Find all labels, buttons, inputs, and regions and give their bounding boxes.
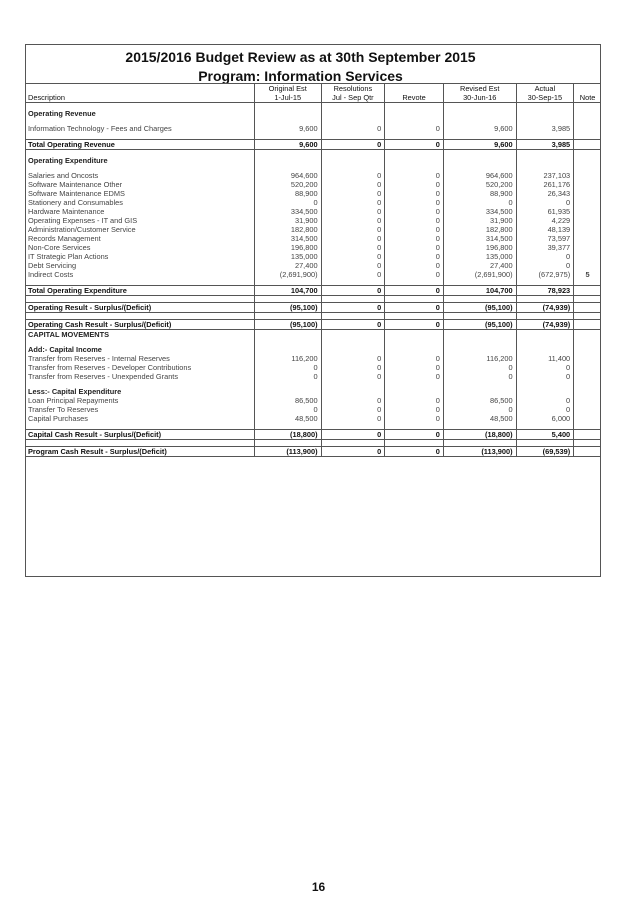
header-description: Description (25, 93, 254, 103)
resolutions-value: 0 (321, 180, 385, 189)
table-cell (321, 330, 385, 340)
actual-value: 3,985 (516, 124, 574, 133)
header-row-1 (25, 84, 601, 94)
note-value (574, 140, 601, 150)
original-estimate-value: 0 (254, 363, 321, 372)
note-value (574, 354, 601, 363)
original-estimate-value: 520,200 (254, 180, 321, 189)
table-row (25, 354, 601, 363)
revised-estimate-value: 0 (443, 372, 516, 381)
revote-value: 0 (385, 363, 444, 372)
revised-estimate-value: (2,691,900) (443, 270, 516, 279)
revised-estimate-value: 196,800 (443, 243, 516, 252)
resolutions-value: 0 (321, 252, 385, 261)
revised-estimate-value: 104,700 (443, 286, 516, 296)
actual-value: 4,229 (516, 216, 574, 225)
table-cell (385, 330, 444, 340)
revised-estimate-value: (113,900) (443, 447, 516, 457)
row-description: Software Maintenance Other (28, 180, 123, 189)
operating-cash-result-row (25, 320, 601, 330)
note-value (574, 243, 601, 252)
revised-estimate-value: 9,600 (443, 124, 516, 133)
table-row (25, 216, 601, 225)
table-cell (516, 345, 574, 354)
revote-value: 0 (385, 270, 444, 279)
revote-value: 0 (385, 180, 444, 189)
actual-value: 61,935 (516, 207, 574, 216)
table-row (25, 270, 601, 279)
spacer-cell (516, 440, 574, 447)
actual-value: 0 (516, 372, 574, 381)
revised-estimate-value: 334,500 (443, 207, 516, 216)
row-description: Total Operating Revenue (25, 140, 254, 150)
table-cell (385, 156, 444, 165)
table-cell (516, 156, 574, 165)
row-description: IT Strategic Plan Actions (28, 252, 109, 261)
actual-value: 261,176 (516, 180, 574, 189)
revote-value: 0 (385, 216, 444, 225)
original-estimate-value: 0 (254, 405, 321, 414)
spacer-cell (516, 313, 574, 320)
row-description: Capital Cash Result - Surplus/(Deficit) (25, 430, 254, 440)
resolutions-value: 0 (321, 286, 385, 296)
original-estimate-value: (95,100) (254, 320, 321, 330)
note-value (574, 396, 601, 405)
row-description: Transfer from Reserves - Developer Contributions (28, 363, 192, 372)
original-estimate-value: (95,100) (254, 303, 321, 313)
row-description: Indirect Costs (28, 270, 74, 279)
row-description: Program Cash Result - Surplus/(Deficit) (25, 447, 254, 457)
table-row (25, 363, 601, 372)
resolutions-value: 0 (321, 447, 385, 457)
table-cell (516, 109, 574, 118)
actual-value: (74,939) (516, 320, 574, 330)
revised-estimate-value: (95,100) (443, 320, 516, 330)
capital-cash-result-row (25, 430, 601, 440)
section-label: Operating Revenue (28, 109, 96, 118)
table-cell (443, 387, 516, 396)
budget-table (25, 83, 601, 457)
spacer-cell (254, 440, 321, 447)
original-estimate-value: (2,691,900) (254, 270, 321, 279)
revised-estimate-value: 9,600 (443, 140, 516, 150)
resolutions-value: 0 (321, 320, 385, 330)
table-cell (385, 109, 444, 118)
row-description: Records Management (28, 234, 101, 243)
resolutions-value: 0 (321, 171, 385, 180)
spacer-cell (321, 313, 385, 320)
section-operating-expenditure (25, 156, 601, 165)
section-label: Add:- Capital Income (28, 345, 102, 354)
total-operating-expenditure-row (25, 286, 601, 296)
resolutions-value: 0 (321, 303, 385, 313)
revised-estimate-value: 88,900 (443, 189, 516, 198)
original-estimate-value: (113,900) (254, 447, 321, 457)
table-row (25, 396, 601, 405)
original-estimate-value: 104,700 (254, 286, 321, 296)
page-number: 16 (311, 880, 326, 894)
table-cell (516, 330, 574, 340)
row-description: Transfer from Reserves - Internal Reserves (28, 354, 170, 363)
note-value (574, 225, 601, 234)
revote-value: 0 (385, 171, 444, 180)
table-cell (321, 345, 385, 354)
original-estimate-value: 9,600 (254, 124, 321, 133)
table-row (25, 180, 601, 189)
row-description: Capital Purchases (28, 414, 88, 423)
original-estimate-value: 182,800 (254, 225, 321, 234)
table-cell (516, 387, 574, 396)
revote-value: 0 (385, 140, 444, 150)
revote-value: 0 (385, 372, 444, 381)
actual-value: 0 (516, 261, 574, 270)
row-description: Software Maintenance EDMS (28, 189, 125, 198)
note-value (574, 303, 601, 313)
original-estimate-value: 964,600 (254, 171, 321, 180)
note-value (574, 372, 601, 381)
row-description: Stationery and Consumables (28, 198, 123, 207)
resolutions-value: 0 (321, 225, 385, 234)
original-estimate-value: 88,900 (254, 189, 321, 198)
actual-value: 237,103 (516, 171, 574, 180)
row-description: Operating Cash Result - Surplus/(Deficit) (25, 320, 254, 330)
program-cash-result-row (25, 447, 601, 457)
resolutions-value: 0 (321, 198, 385, 207)
table-cell (254, 387, 321, 396)
note-value (574, 320, 601, 330)
note-value (574, 405, 601, 414)
resolutions-value: 0 (321, 234, 385, 243)
revised-estimate-value: 0 (443, 198, 516, 207)
actual-value: 73,597 (516, 234, 574, 243)
spacer-cell (385, 313, 444, 320)
revote-value: 0 (385, 320, 444, 330)
revised-estimate-value: 0 (443, 405, 516, 414)
resolutions-value: 0 (321, 270, 385, 279)
table-cell (443, 109, 516, 118)
row-description: Transfer To Reserves (28, 405, 99, 414)
table-cell (385, 387, 444, 396)
revised-estimate-value: 48,500 (443, 414, 516, 423)
spacer-row (25, 296, 601, 303)
original-estimate-value: 48,500 (254, 414, 321, 423)
title-line-1: 2015/2016 Budget Review as at 30th September 2015 (125, 49, 476, 65)
revote-value: 0 (385, 447, 444, 457)
actual-value: 26,343 (516, 189, 574, 198)
resolutions-value: 0 (321, 430, 385, 440)
actual-value: 0 (516, 252, 574, 261)
note-value (574, 430, 601, 440)
note-value (574, 180, 601, 189)
revised-estimate-value: 314,500 (443, 234, 516, 243)
table-row (25, 252, 601, 261)
original-estimate-value: 9,600 (254, 140, 321, 150)
note-value (574, 234, 601, 243)
table-row (25, 405, 601, 414)
resolutions-value: 0 (321, 363, 385, 372)
actual-value: 78,923 (516, 286, 574, 296)
note-value (574, 198, 601, 207)
row-description: Loan Principal Repayments (28, 396, 119, 405)
note-value: 5 (574, 270, 601, 279)
spacer-cell (443, 313, 516, 320)
original-estimate-value: 314,500 (254, 234, 321, 243)
table-cell (574, 109, 601, 118)
note-value (574, 216, 601, 225)
spacer-cell (321, 296, 385, 303)
actual-value: 3,985 (516, 140, 574, 150)
table-row (25, 372, 601, 381)
revised-estimate-value: 135,000 (443, 252, 516, 261)
report-title (26, 48, 575, 86)
revised-estimate-value: 182,800 (443, 225, 516, 234)
resolutions-value: 0 (321, 189, 385, 198)
table-row (25, 225, 601, 234)
spacer-cell (516, 296, 574, 303)
resolutions-value: 0 (321, 372, 385, 381)
table-cell (321, 109, 385, 118)
spacer-cell (443, 440, 516, 447)
revote-value: 0 (385, 207, 444, 216)
section-capital-expenditure (25, 387, 601, 396)
table-cell (385, 345, 444, 354)
table-cell (443, 345, 516, 354)
resolutions-value: 0 (321, 243, 385, 252)
actual-value: 0 (516, 396, 574, 405)
spacer-cell (385, 296, 444, 303)
spacer-cell (574, 440, 601, 447)
note-value (574, 207, 601, 216)
row-description: Operating Result - Surplus/(Deficit) (25, 303, 254, 313)
original-estimate-value: 116,200 (254, 354, 321, 363)
revote-value: 0 (385, 354, 444, 363)
note-value (574, 171, 601, 180)
original-estimate-value: 135,000 (254, 252, 321, 261)
revised-estimate-value: 964,600 (443, 171, 516, 180)
actual-value: 11,400 (516, 354, 574, 363)
section-label: Less:- Capital Expenditure (28, 387, 122, 396)
header-actual: Actual (516, 84, 574, 94)
table-cell (574, 330, 601, 340)
section-capital-movements (25, 330, 601, 340)
row-description: Non-Core Services (28, 243, 91, 252)
revote-value: 0 (385, 303, 444, 313)
note-value (574, 363, 601, 372)
table-row (25, 243, 601, 252)
actual-value: (69,539) (516, 447, 574, 457)
note-value (574, 261, 601, 270)
revote-value: 0 (385, 124, 444, 133)
resolutions-value: 0 (321, 207, 385, 216)
table-row (25, 124, 601, 133)
revised-estimate-value: (95,100) (443, 303, 516, 313)
table-cell (321, 156, 385, 165)
note-value (574, 286, 601, 296)
note-value (574, 252, 601, 261)
resolutions-value: 0 (321, 140, 385, 150)
header-original-date: 1-Jul-15 (254, 93, 321, 103)
revote-value: 0 (385, 189, 444, 198)
header-row-2 (25, 93, 601, 103)
header-note: Note (574, 93, 601, 103)
table-row (25, 207, 601, 216)
spacer-cell (25, 313, 254, 320)
table-cell (254, 330, 321, 340)
actual-value: 5,400 (516, 430, 574, 440)
table-row (25, 261, 601, 270)
original-estimate-value: 31,900 (254, 216, 321, 225)
revised-estimate-value: 0 (443, 363, 516, 372)
section-label: Operating Expenditure (28, 156, 108, 165)
revote-value: 0 (385, 396, 444, 405)
header-actual-date: 30-Sep-15 (516, 93, 574, 103)
header-revote: Revote (385, 93, 444, 103)
revised-estimate-value: 116,200 (443, 354, 516, 363)
spacer-row (25, 440, 601, 447)
table-cell (321, 387, 385, 396)
actual-value: 0 (516, 198, 574, 207)
actual-value: 39,377 (516, 243, 574, 252)
spacer-cell (443, 296, 516, 303)
table-row (25, 198, 601, 207)
original-estimate-value: 334,500 (254, 207, 321, 216)
section-label: CAPITAL MOVEMENTS (28, 330, 110, 339)
table-row (25, 189, 601, 198)
original-estimate-value: 0 (254, 372, 321, 381)
row-description: Hardware Maintenance (28, 207, 105, 216)
row-description: Administration/Customer Service (28, 225, 136, 234)
resolutions-value: 0 (321, 124, 385, 133)
revised-estimate-value: 27,400 (443, 261, 516, 270)
header-revised: Revised Est (443, 84, 516, 94)
revote-value: 0 (385, 414, 444, 423)
table-cell (443, 330, 516, 340)
header-resolutions-period: Jul - Sep Qtr (321, 93, 385, 103)
table-row (25, 234, 601, 243)
revised-estimate-value: 520,200 (443, 180, 516, 189)
resolutions-value: 0 (321, 354, 385, 363)
row-description: Total Operating Expenditure (25, 286, 254, 296)
table-cell (574, 156, 601, 165)
note-value (574, 124, 601, 133)
original-estimate-value: (18,800) (254, 430, 321, 440)
actual-value: (74,939) (516, 303, 574, 313)
actual-value: (672,975) (516, 270, 574, 279)
operating-result-row (25, 303, 601, 313)
section-operating-revenue (25, 109, 601, 118)
original-estimate-value: 86,500 (254, 396, 321, 405)
revised-estimate-value: 31,900 (443, 216, 516, 225)
total-operating-revenue-row (25, 140, 601, 150)
spacer-row (25, 313, 601, 320)
table-cell (574, 387, 601, 396)
spacer-cell (25, 296, 254, 303)
revote-value: 0 (385, 261, 444, 270)
revote-value: 0 (385, 243, 444, 252)
spacer-cell (321, 440, 385, 447)
spacer-cell (254, 296, 321, 303)
actual-value: 0 (516, 363, 574, 372)
table-cell (443, 156, 516, 165)
table-cell (574, 345, 601, 354)
row-description: Debt Servicing (28, 261, 77, 270)
revised-estimate-value: 86,500 (443, 396, 516, 405)
row-description: Information Technology - Fees and Charges (28, 124, 172, 133)
spacer-cell (25, 440, 254, 447)
note-value (574, 447, 601, 457)
header-original: Original Est (254, 84, 321, 94)
revote-value: 0 (385, 198, 444, 207)
spacer-cell (254, 313, 321, 320)
revote-value: 0 (385, 286, 444, 296)
table-cell (254, 156, 321, 165)
table-row (25, 171, 601, 180)
row-description: Transfer from Reserves - Unexpended Grants (28, 372, 179, 381)
revote-value: 0 (385, 225, 444, 234)
spacer-cell (385, 440, 444, 447)
resolutions-value: 0 (321, 414, 385, 423)
resolutions-value: 0 (321, 216, 385, 225)
resolutions-value: 0 (321, 261, 385, 270)
revote-value: 0 (385, 234, 444, 243)
section-capital-income (25, 345, 601, 354)
actual-value: 0 (516, 405, 574, 414)
original-estimate-value: 0 (254, 198, 321, 207)
title-line-2: Program: Information Services (198, 68, 403, 84)
actual-value: 6,000 (516, 414, 574, 423)
original-estimate-value: 196,800 (254, 243, 321, 252)
table-row (25, 414, 601, 423)
table-body (25, 103, 601, 457)
revote-value: 0 (385, 252, 444, 261)
actual-value: 48,139 (516, 225, 574, 234)
table-cell (254, 109, 321, 118)
table-cell (254, 345, 321, 354)
resolutions-value: 0 (321, 405, 385, 414)
header-revised-date: 30-Jun-16 (443, 93, 516, 103)
row-description: Salaries and Oncosts (28, 171, 99, 180)
spacer-cell (574, 296, 601, 303)
resolutions-value: 0 (321, 396, 385, 405)
note-value (574, 414, 601, 423)
row-description: Operating Expenses - IT and GIS (28, 216, 138, 225)
spacer-cell (574, 313, 601, 320)
original-estimate-value: 27,400 (254, 261, 321, 270)
revote-value: 0 (385, 405, 444, 414)
note-value (574, 189, 601, 198)
header-resolutions: Resolutions (321, 84, 385, 94)
revised-estimate-value: (18,800) (443, 430, 516, 440)
revote-value: 0 (385, 430, 444, 440)
